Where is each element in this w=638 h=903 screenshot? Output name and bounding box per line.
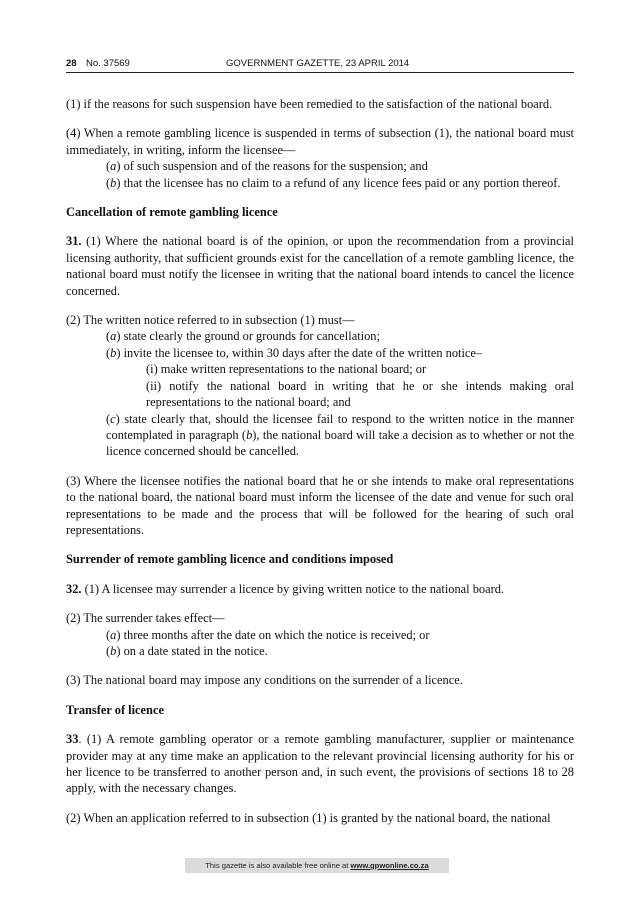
paragraph: (2) The written notice referred to in subsection (1) must— [66, 313, 355, 328]
list-item: (c) state clearly that, should the licensee fail to respond to the written notice in the manner contemplated in paragraph (b), the national board will take a decision as to whether or not the licence concerned should be cancelled. [106, 411, 574, 459]
paragraph: (3) Where the licensee notifies the national board that he or she intends to make oral representations to the national board, the national board must inform the licensee of the date and venue for such oral representations to be made and the process that will be followed for the hearing of such oral representations. [66, 473, 574, 537]
issue-number: No. 37569 [86, 58, 130, 69]
gazette-title: GOVERNMENT GAZETTE, 23 APRIL 2014 [226, 58, 410, 69]
section-heading: Surrender of remote gambling licence and conditions imposed [66, 552, 394, 567]
paragraph: (3) The national board may impose any conditions on the surrender of a licence. [66, 673, 463, 688]
paragraph: (1) if the reasons for such suspension have been remedied to the satisfaction of the national board. [66, 97, 553, 111]
page-number: 28 [66, 58, 77, 69]
list-item: (a) three months after the date on which the notice is received; or [106, 627, 430, 642]
page-header [66, 58, 574, 74]
list-item: (ii) notify the national board in writing that he or she intends making oral representations to the national board; and [146, 378, 574, 410]
paragraph: 32. (1) A licensee may surrender a licence by giving written notice to the national board. [66, 581, 505, 596]
section-heading: Transfer of licence [66, 702, 164, 717]
list-item: (i) make written representations to the national board; or [146, 362, 427, 377]
paragraph: (2) The surrender takes effect— [66, 611, 225, 626]
section-heading: Cancellation of remote gambling licence [66, 205, 278, 220]
list-item: (b) on a date stated in the notice. [106, 643, 268, 658]
list-item: (b) that the licensee has no claim to a refund of any licence fees paid or any portion thereof. [106, 175, 561, 190]
list-item: (a) state clearly the ground or grounds for cancellation; [106, 329, 380, 344]
footer-link[interactable]: www.gpwonline.co.za [350, 861, 429, 870]
paragraph: (4) When a remote gambling licence is suspended in terms of subsection (1), the national board must immediately, in writing, inform the licensee— [66, 126, 574, 157]
list-item: (a) of such suspension and of the reasons for the suspension; and [106, 159, 428, 174]
page-footer [185, 858, 449, 873]
document-body [66, 96, 574, 826]
paragraph: 31. (1) Where the national board is of the opinion, or upon the recommendation from a provincial licensing authority, that sufficient grounds exist for the cancellation of a remote gambling licence, the national board must notify the licensee in writing that the national board intends to cancel the licence concerned. [66, 234, 574, 298]
list-item: (b) invite the licensee to, within 30 days after the date of the written notice– [106, 345, 483, 360]
header-rule [66, 72, 574, 73]
paragraph: (2) When an application referred to in subsection (1) is granted by the national board, the national [66, 810, 551, 825]
paragraph: 33. (1) A remote gambling operator or a remote gambling manufacturer, supplier or maintenance provider may at any time make an application to the relevant provincial licensing authority for his or her licence to be transferred to another person and, in such event, the provisions of sections 18 to 28 apply, with the necessary changes. [66, 732, 574, 796]
footer-text: This gazette is also available free online at [205, 861, 351, 870]
